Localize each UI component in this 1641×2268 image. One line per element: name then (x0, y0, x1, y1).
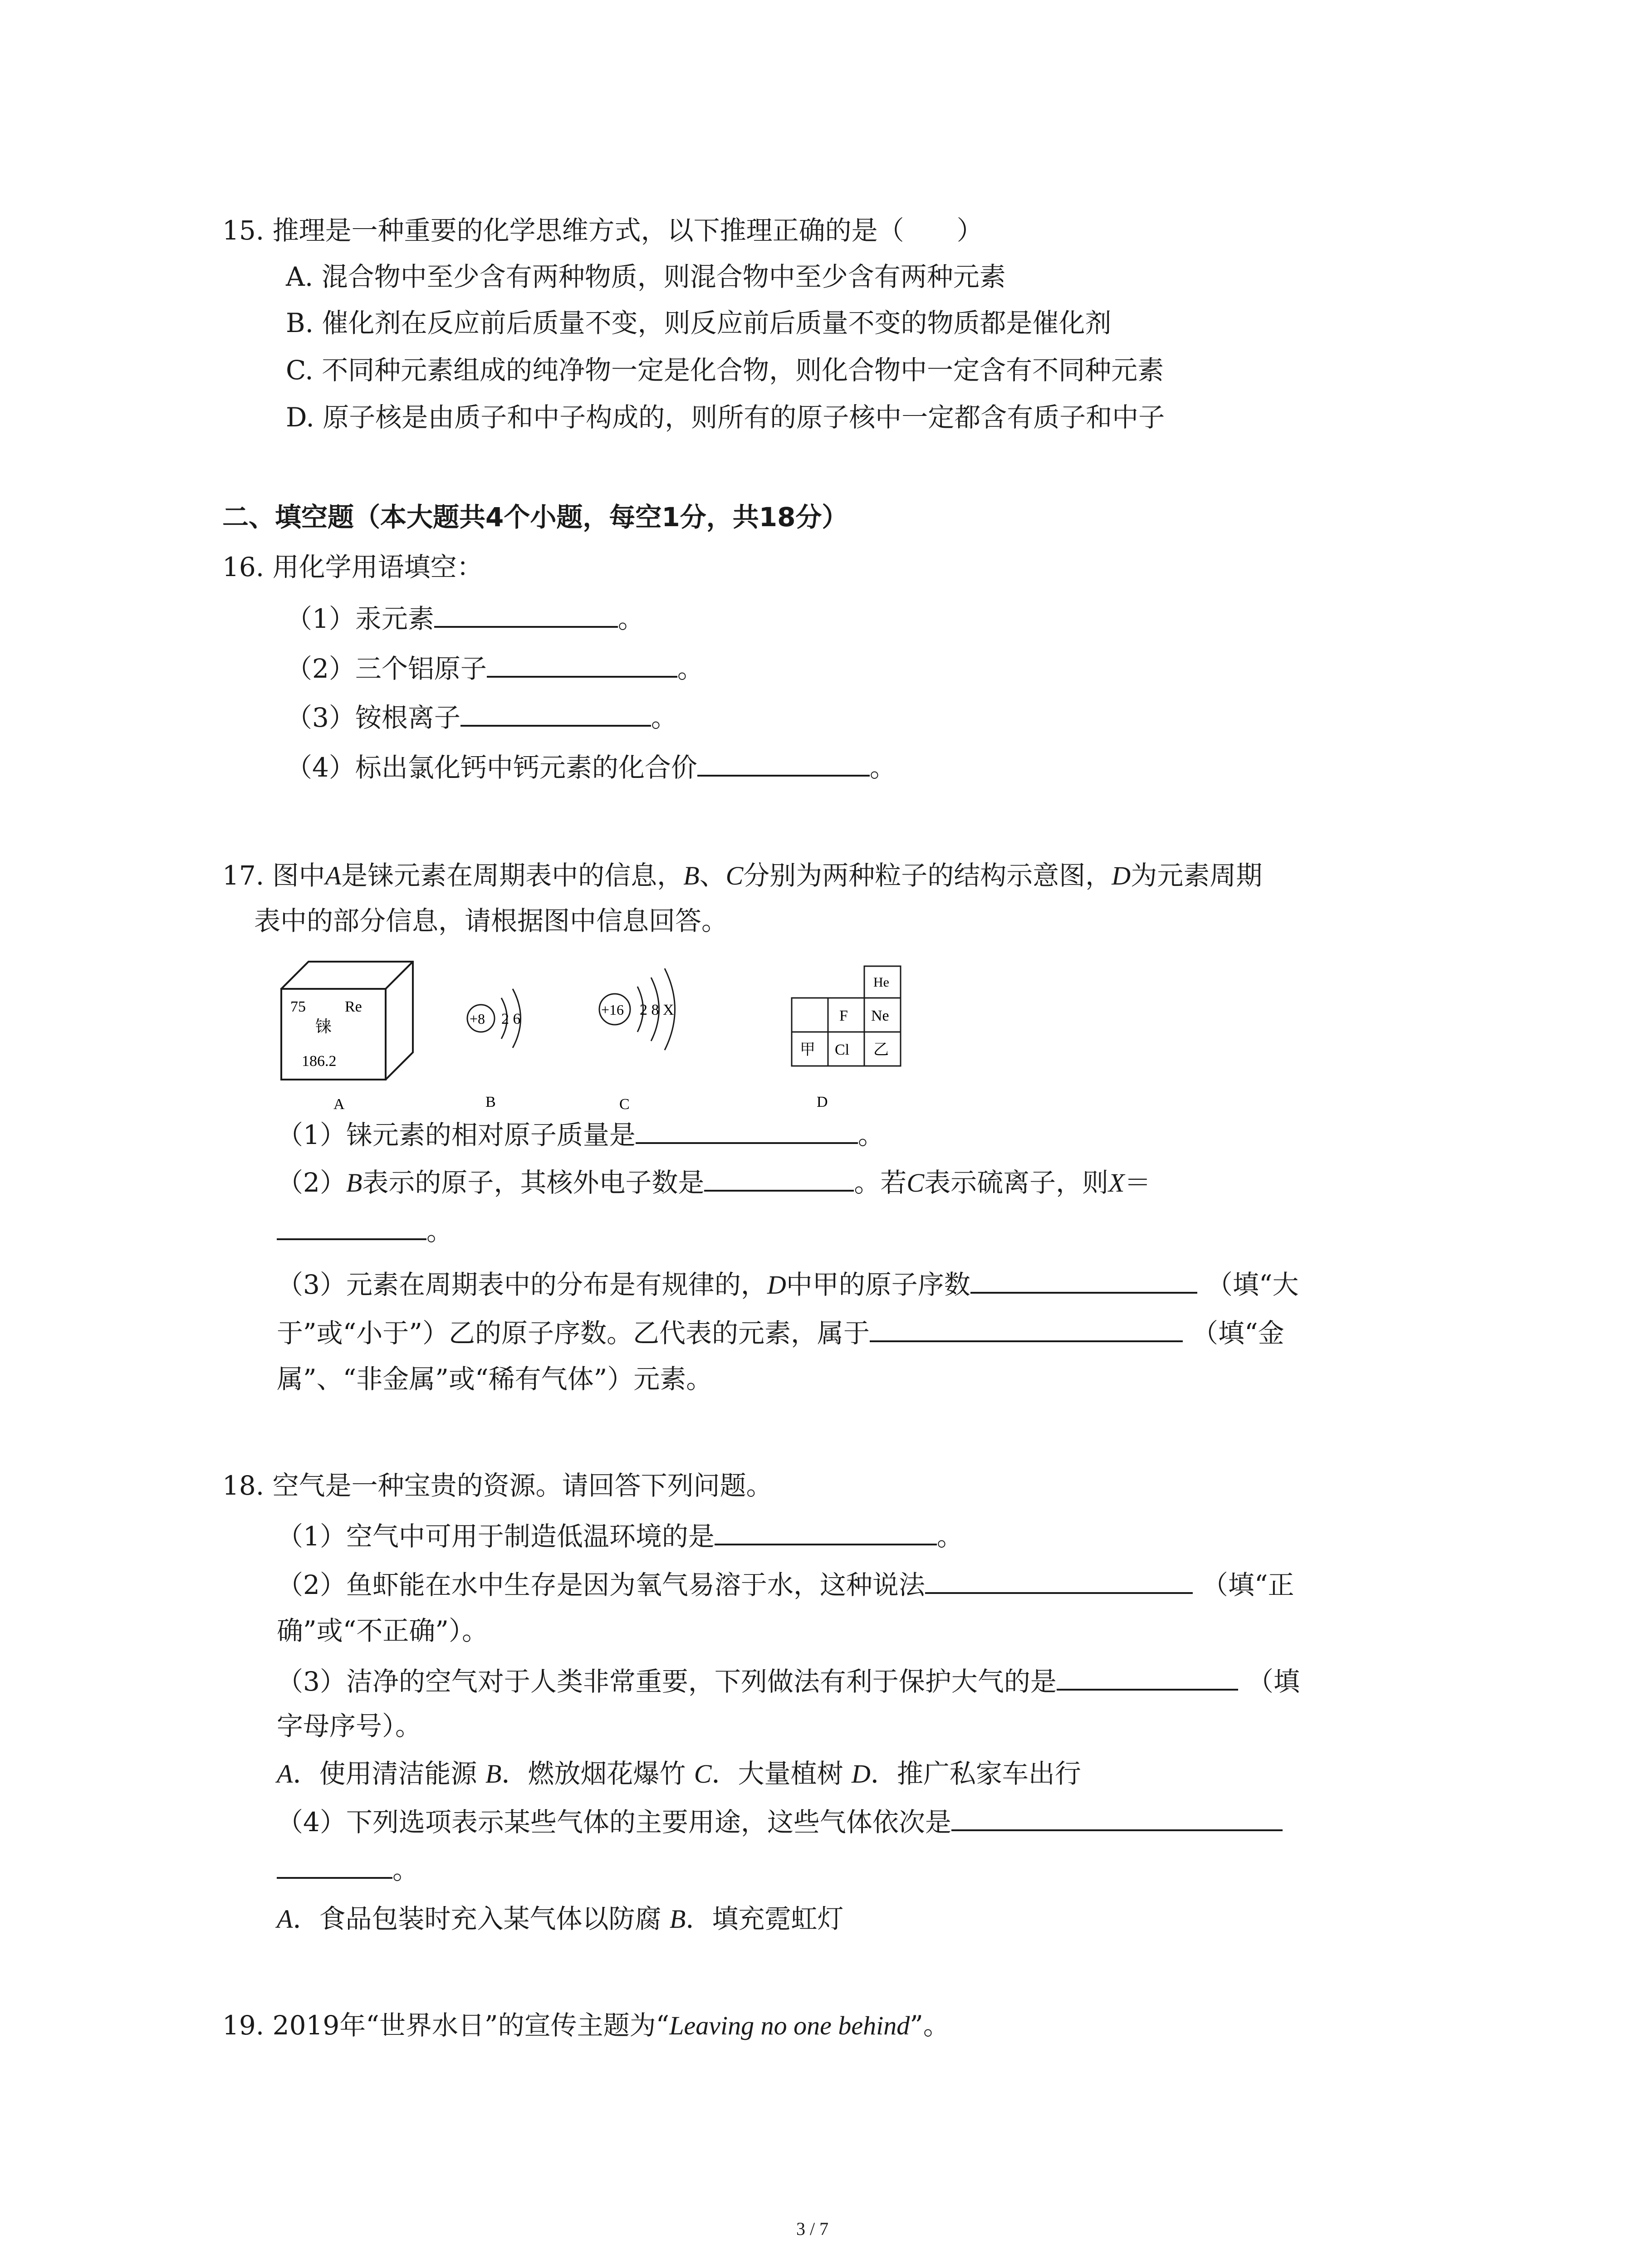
figure-label-d: D (817, 1094, 828, 1110)
q17-stem-line1: 17. 图中A是铼元素在周期表中的信息，B、C分别为两种粒子的结构示意图，D为元素周期 (222, 860, 1263, 891)
cell-yi: 乙 (873, 1041, 889, 1058)
q18-part-1: （1）空气中可用于制造低温环境的是 。 (277, 1517, 963, 1554)
q18-part-2-line2: 确”或“不正确”）。 (277, 1615, 488, 1646)
page-number: 3 / 7 (796, 2219, 829, 2239)
q17-part-3: （3）元素在周期表中的分布是有规律的，D中甲的原子序数 （填“大 (277, 1266, 1298, 1303)
nucleus-charge: +8 (470, 1011, 485, 1027)
answer-blank[interactable] (277, 1851, 392, 1879)
q15-option-b: B. 催化剂在反应前后质量不变，则反应前后质量不变的物质都是催化剂 (286, 308, 1112, 338)
q17-figure (272, 953, 953, 1125)
cell-jia: 甲 (800, 1041, 815, 1058)
answer-blank[interactable] (925, 1566, 1193, 1594)
q18-part-2: （2）鱼虾能在水中生存是因为氧气易溶于水，这种说法 （填“正 (277, 1566, 1294, 1603)
q16-item-1: （1）汞元素 。 (286, 600, 644, 637)
cell-he: He (873, 975, 889, 990)
nucleus-charge: +16 (601, 1002, 624, 1018)
electron-shells: 2 8 X (640, 1002, 674, 1018)
q17-part-2-cont: 。 (277, 1212, 453, 1249)
rhenium-element-cube (281, 962, 413, 1080)
q18-part-3-line2: 字母序号）。 (277, 1711, 422, 1741)
q18-stem: 18. 空气是一种宝贵的资源。请回答下列问题。 (222, 1470, 773, 1501)
cell-ne: Ne (871, 1007, 889, 1024)
q18-uses: A．食品包装时充入某气体以防腐 B．填充霓虹灯 (277, 1903, 844, 1934)
answer-blank[interactable] (697, 748, 870, 777)
atom-structure-b (467, 989, 521, 1048)
q16-item-3: （3）铵根离子 。 (286, 699, 677, 736)
q15-option-c: C. 不同种元素组成的纯净物一定是化合物，则化合物中一定含有不同种元素 (286, 355, 1164, 386)
section-title: 二、填空题（本大题共4个小题，每空1分，共18分） (222, 502, 848, 533)
answer-blank[interactable] (870, 1314, 1183, 1342)
answer-blank[interactable] (487, 650, 677, 678)
figure-label-a: A (333, 1096, 345, 1113)
element-name: 铼 (315, 1017, 332, 1036)
answer-blank[interactable] (434, 600, 618, 628)
atomic-mass: 186.2 (302, 1053, 337, 1070)
q15-stem: 15. 推理是一种重要的化学思维方式，以下推理正确的是（ ） (222, 215, 983, 246)
q15-option-a: A. 混合物中至少含有两种物质，则混合物中至少含有两种元素 (286, 261, 1006, 292)
answer-blank[interactable] (951, 1803, 1283, 1831)
q17-part-3-line2: 于”或“小于”）乙的原子序数。乙代表的元素，属于 （填“金 (277, 1314, 1284, 1351)
figure-label-b: B (485, 1094, 496, 1110)
answer-blank[interactable] (1057, 1662, 1238, 1691)
q18-part-4-cont: 。 (277, 1851, 419, 1888)
answer-blank[interactable] (460, 699, 651, 727)
q16-stem: 16. 用化学用语填空： (222, 552, 483, 582)
answer-blank[interactable] (277, 1212, 426, 1240)
q18-part-3: （3）洁净的空气对于人类非常重要，下列做法有利于保护大气的是 （填 (277, 1662, 1300, 1700)
q16-item-4: （4）标出氯化钙中钙元素的化合价 。 (286, 748, 896, 786)
q18-options: A．使用清洁能源 B．燃放烟花爆竹 C．大量植树 D．推广私家车出行 (277, 1758, 1081, 1789)
electron-shells: 2 6 (501, 1011, 521, 1027)
atomic-number: 75 (290, 998, 306, 1015)
q17-part-3-line3: 属”、“非金属”或“稀有气体”）元素。 (277, 1364, 713, 1394)
q17-stem-line2: 表中的部分信息，请根据图中信息回答。 (254, 905, 728, 936)
cell-f: F (839, 1007, 848, 1024)
q17-part-2: （2）B表示的原子，其核外电子数是 。若C表示硫离子，则X＝ (277, 1163, 1151, 1201)
answer-blank[interactable] (970, 1266, 1197, 1294)
answer-blank[interactable] (704, 1163, 854, 1192)
answer-blank[interactable] (715, 1517, 937, 1545)
q15-option-d: D. 原子核是由质子和中子构成的，则所有的原子核中一定都含有质子和中子 (286, 402, 1165, 433)
ion-structure-c (599, 968, 675, 1050)
q19-stem: 19. 2019年“世界水日”的宣传主题为“Leaving no one behind”。 (222, 2010, 950, 2041)
figure-label-c: C (619, 1096, 630, 1113)
q17-part-1: （1）铼元素的相对原子质量是 。 (277, 1116, 884, 1153)
answer-blank[interactable] (636, 1116, 858, 1144)
element-symbol: Re (345, 998, 362, 1015)
q16-item-2: （2）三个铝原子 。 (286, 650, 704, 687)
cell-cl: Cl (835, 1041, 850, 1058)
q18-part-4: （4）下列选项表示某些气体的主要用途，这些气体依次是 (277, 1803, 1283, 1840)
